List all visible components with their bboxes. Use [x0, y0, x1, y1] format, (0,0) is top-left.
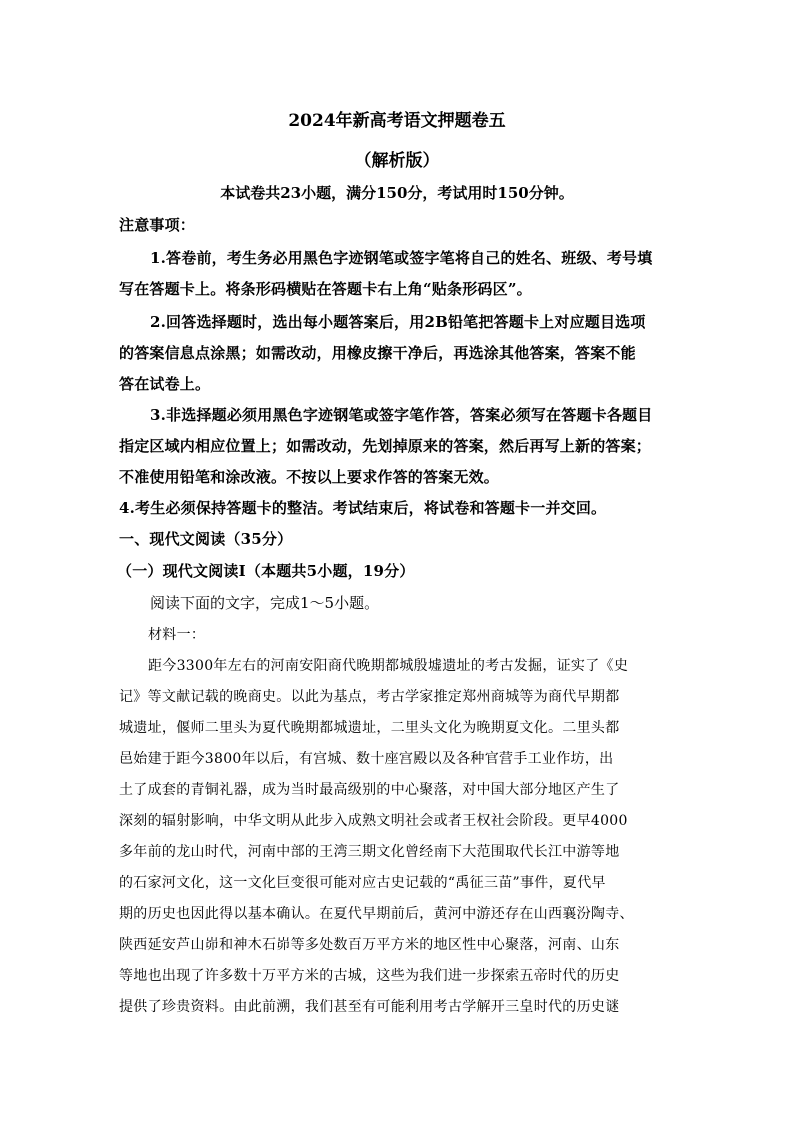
- page-subtitle: （解析版）: [354, 151, 440, 171]
- passage-line: 深刻的辐射影响，中华文明从此步入成熟文明社会或者王权社会阶段。更早4000: [119, 813, 628, 829]
- passage-line: 记》等文献记载的晚商史。以此为基点，考古学家推定郑州商城等为商代早期都: [119, 689, 620, 705]
- passage-line: 城遗址，偃师二里头为夏代晚期都城遗址，二里头文化为晚期夏文化。二里头都: [119, 720, 620, 736]
- passage-line: 期的历史也因此得以基本确认。在夏代早期前后，黄河中游还存在山西襄汾陶寺、: [119, 906, 634, 922]
- notes-line: 4.考生必须保持答题卡的整洁。考试结束后，将试卷和答题卡一并交回。: [119, 499, 607, 517]
- passage-line: 提供了珍贵资料。由此前溯，我们甚至有可能利用考古学解开三皇时代的历史谜: [119, 999, 620, 1015]
- section-subheading: （一）现代文阅读Ⅰ（本题共5小题，19分）: [117, 562, 415, 580]
- notes-line: 写在答题卡上。将条形码横贴在答题卡右上角“贴条形码区”。: [119, 280, 532, 298]
- notes-line: 指定区域内相应位置上；如需改动，先划掉原来的答案，然后再写上新的答案；: [119, 437, 652, 455]
- notes-line: 的答案信息点涂黑；如需改动，用橡皮擦干净后，再选涂其他答案，答案不能: [119, 344, 636, 362]
- passage-line: 陕西延安芦山峁和神木石峁等多处数百万平方米的地区性中心聚落，河南、山东: [119, 937, 620, 953]
- page-title: 2024年新高考语文押题卷五: [288, 111, 506, 131]
- notes-line: 3.非选择题必须用黑色字迹钢笔或签字笔作答，答案必须写在答题卡各题目: [150, 406, 653, 424]
- notes-line: 答在试卷上。: [119, 375, 211, 393]
- passage-line: 土了成套的青铜礼器，成为当时最高级别的中心聚落，对中国大部分地区产生了: [119, 782, 620, 798]
- section-heading: 一、现代文阅读（35分）: [119, 530, 293, 548]
- passage-line: 距今3300年左右的河南安阳商代晚期都城殷墟遗址的考古发掘，证实了《史: [148, 658, 629, 674]
- notes-line: 1.答卷前，考生务必用黑色字迹钢笔或签字笔将自己的姓名、班级、考号填: [150, 249, 653, 267]
- notes-line: 2.回答选择题时，选出每小题答案后，用2B铅笔把答题卡上对应题目选项: [150, 313, 646, 331]
- material-label: 材料一：: [148, 627, 206, 643]
- notes-line: 不准使用铅笔和涂改液。不按以上要求作答的答案无效。: [119, 468, 500, 486]
- reading-instruction: 阅读下面的文字，完成1～5小题。: [150, 594, 380, 612]
- passage-line: 邑始建于距今3800年以后，有宫城、数十座宫殿以及各种官营手工业作坊，出: [119, 751, 614, 767]
- notes-heading: 注意事项：: [119, 216, 196, 234]
- passage-line: 多年前的龙山时代，河南中部的王湾三期文化曾经南下大范围取代长江中游等地: [119, 844, 620, 860]
- passage-line: 的石家河文化，这一文化巨变很可能对应古史记载的“禹征三苗”事件，夏代早: [119, 875, 606, 891]
- passage-line: 等地也出现了许多数十万平方米的古城，这些为我们进一步探索五帝时代的历史: [119, 968, 620, 984]
- exam-intro: 本试卷共23小题，满分150分，考试用时150分钟。: [220, 184, 574, 202]
